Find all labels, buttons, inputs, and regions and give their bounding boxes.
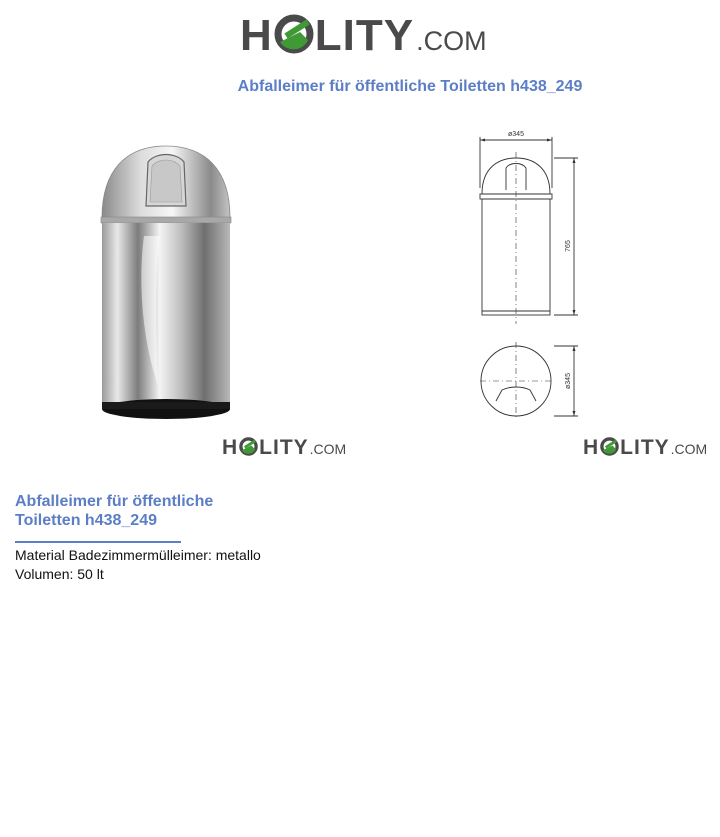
holity-logo-small [222, 435, 346, 460]
logo-letter-h: H [222, 436, 239, 459]
top-diameter-label: ø345 [508, 131, 524, 138]
logo-letter-h: H [583, 436, 600, 459]
product-photo [96, 140, 236, 425]
spec-material: Material Badezimmermülleimer: metallo [15, 547, 261, 563]
logo-o-icon [274, 14, 314, 54]
product-heading: Abfalleimer für öffentliche Toiletten h438_249 [15, 493, 214, 529]
holity-logo[interactable] [240, 10, 487, 61]
heading-divider [15, 541, 181, 543]
logo-domain: .COM [670, 441, 708, 457]
plan-diameter-label: ø345 [565, 373, 572, 389]
logo-o-icon [600, 437, 619, 456]
logo-letters-lity: LITY [259, 436, 309, 459]
logo-letters-lity: LITY [314, 11, 415, 60]
logo-domain: .COM [309, 441, 347, 457]
logo-o-icon [239, 437, 258, 456]
holity-logo-small [583, 435, 707, 460]
logo-domain: .COM [416, 26, 487, 56]
technical-drawing [466, 128, 586, 423]
height-label: 765 [565, 240, 572, 252]
logo-letters-lity: LITY [620, 436, 670, 459]
spec-volume: Volumen: 50 lt [15, 566, 104, 582]
page-title: Abfalleimer für öffentliche Toiletten h438_249 [237, 78, 583, 95]
logo-letter-h: H [240, 11, 273, 60]
